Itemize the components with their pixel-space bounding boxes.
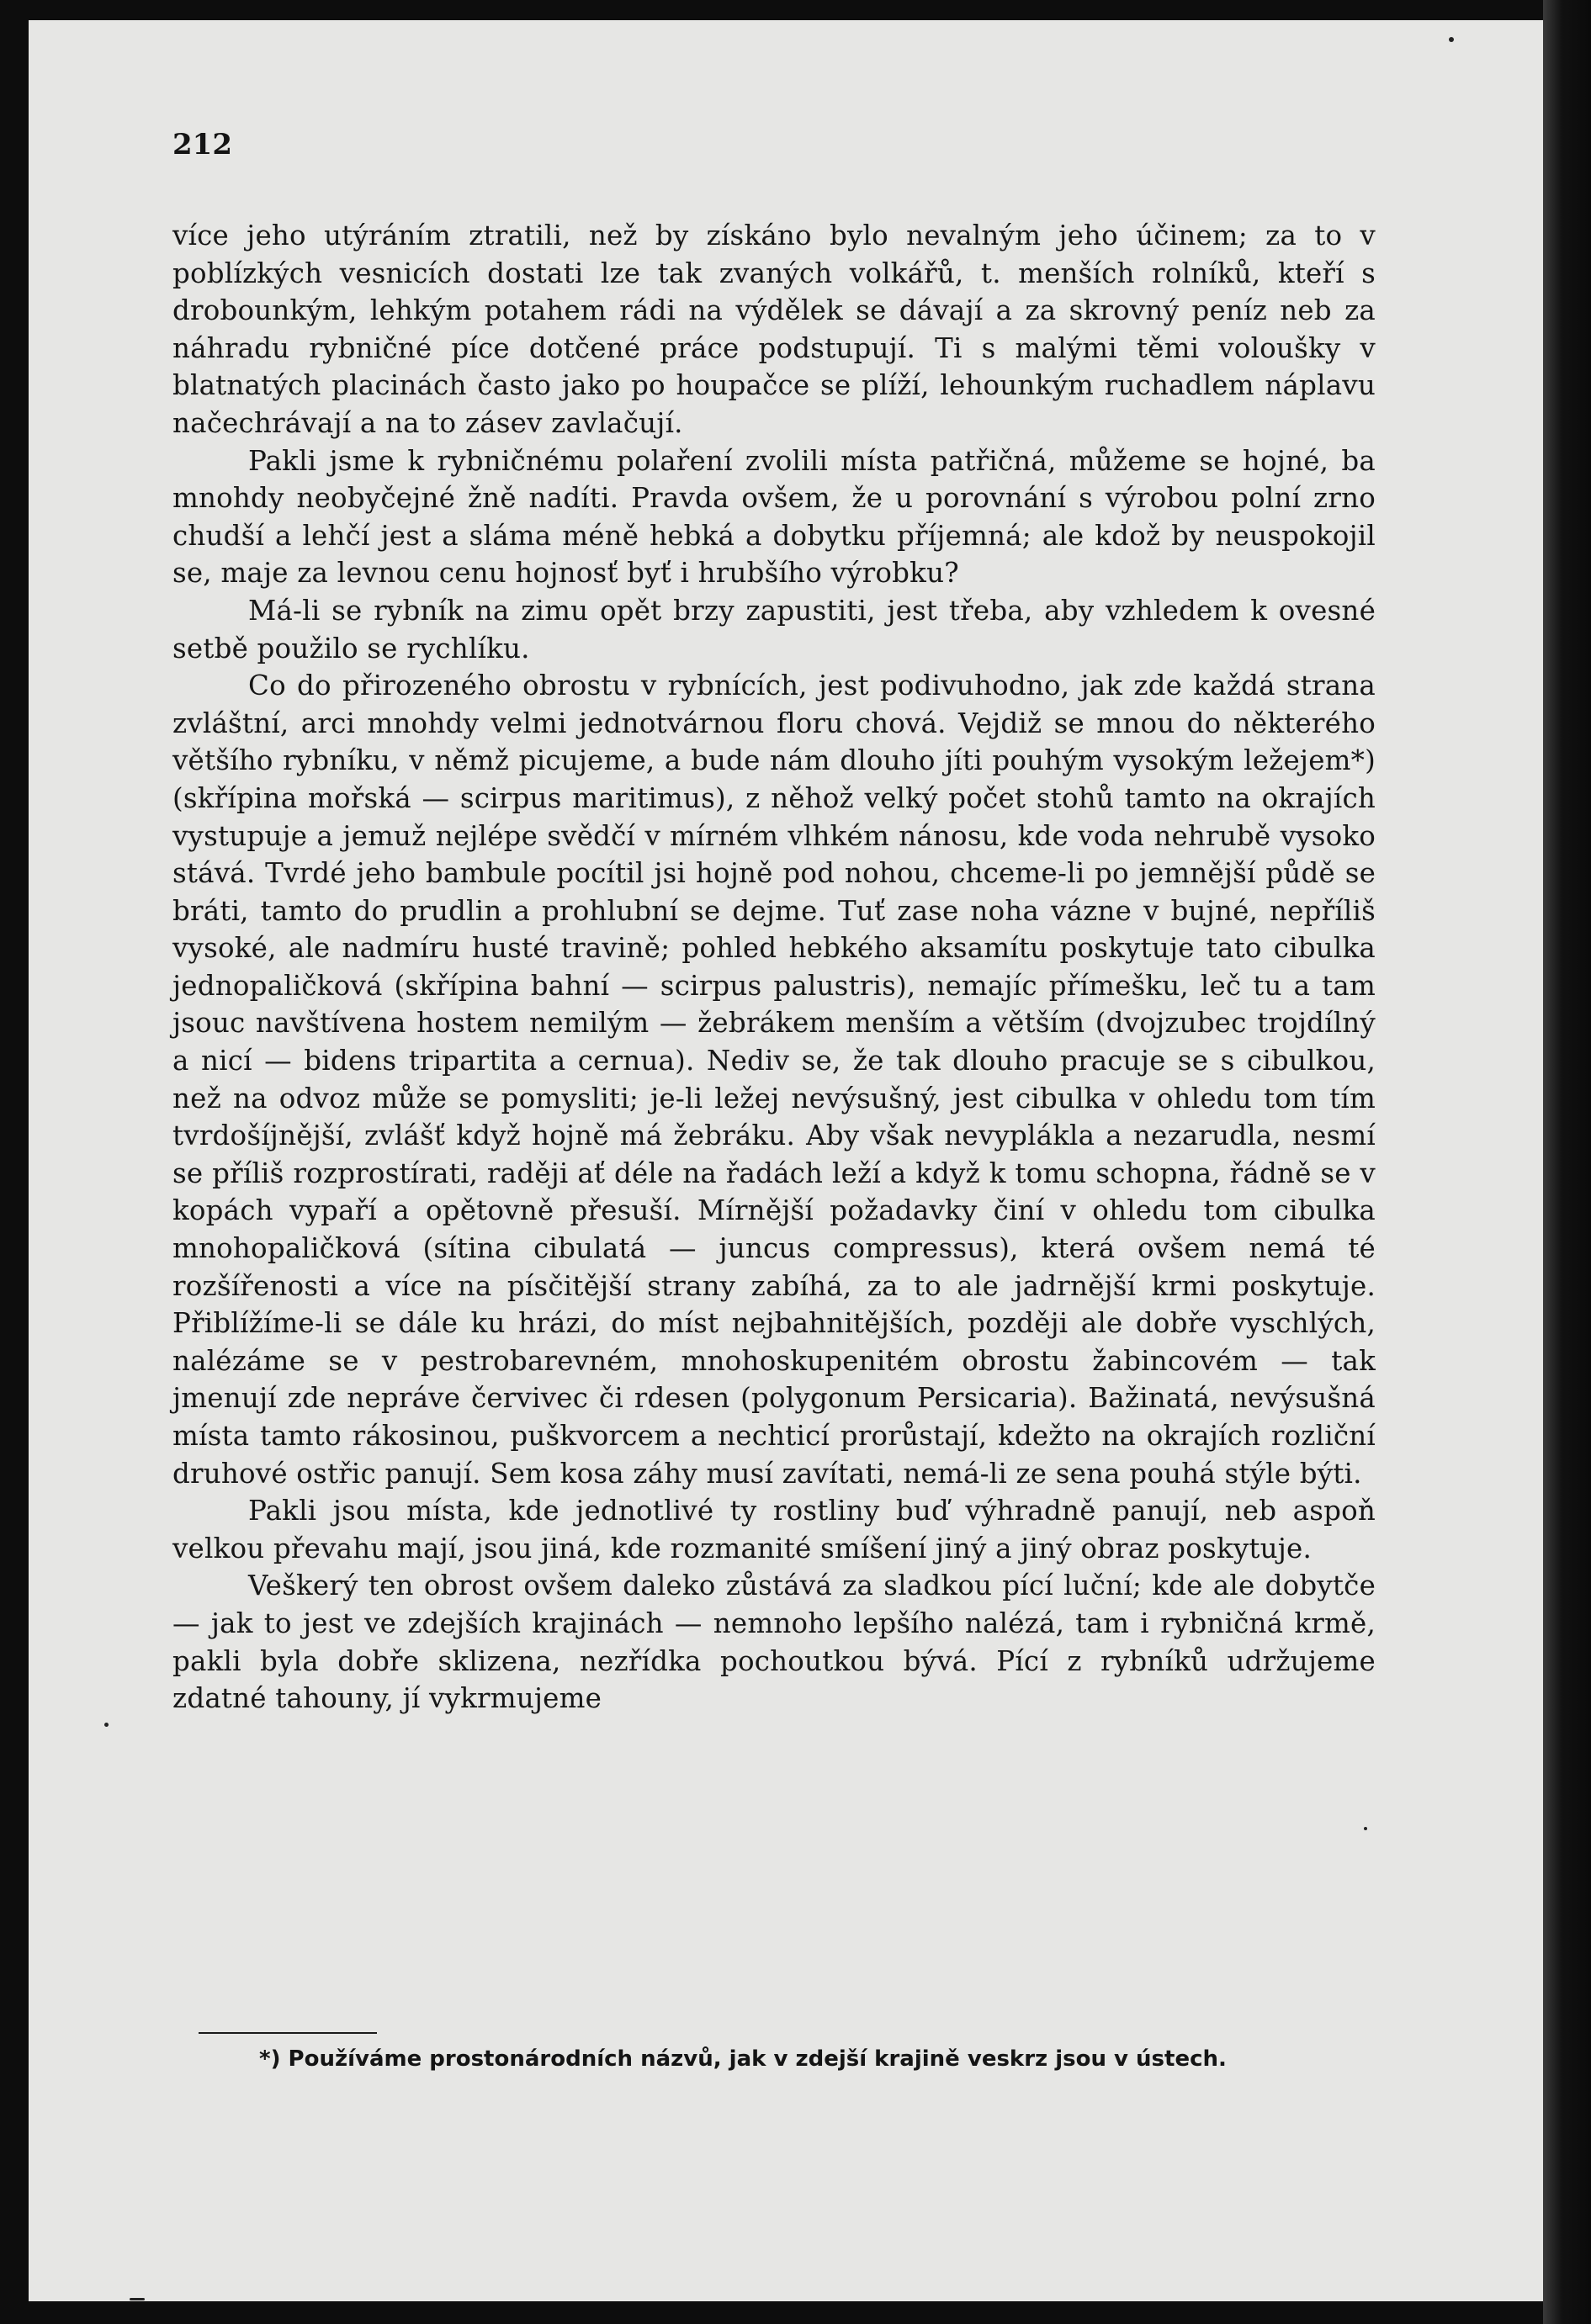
dust-speck: [1364, 1827, 1367, 1830]
footnote: *) Používáme prostonárodních názvů, jak v zdejší krajině veskrz jsou v ústech.: [259, 2046, 1227, 2072]
paragraph: Pakli jsme k rybničnému polaření zvolili místa patřičná, můžeme se hojné, ba mnohdy neobyčejné žně nadíti. Pravda ovšem, že u porovnání s výrobou polní zrno chudší a lehčí jest a sláma méně hebká a dobytku příjemná; ale kdož by neuspokojil se, maje za levnou cenu hojnosť byť i hrubšího výrobku?: [172, 444, 1376, 590]
paragraph: Co do přirozeného obrostu v rybnících, jest podivuhodno, jak zde každá strana zvláštní, arci mnohdy velmi jednotvárnou floru chová. Vejdiž se mnou do některého většího rybníku, v němž picujeme, a bude nám dlouho jíti pouhým vysokým ležejem*) (skřípina mořská — scirpus maritimus), z něhož velký počet stohů tamto na okrajích vystupuje a jemuž nejlépe svědčí v mírném vlhkém nánosu, kde voda nehrubě vysoko stává. Tvrdé jeho bambule pocítil jsi hojně pod nohou, chceme-li po jemnější půdě se bráti, tamto do prudlin a prohlubní se dejme. Tuť zase noha vázne v bujné, nepříliš vysoké, ale nadmíru husté travině; pohled hebkého aksamítu poskytuje tato cibulka jednopaličková (skřípina bahní — scirpus palustris), nemajíc přímešku, leč tu a tam jsouc navštívena hostem nemilým — žebrákem menším a větším (dvojzubec trojdílný a nicí — bidens tripartita a cernua). Nediv se, že tak dlouho pracuje se s cibulkou, než na odvoz může se pomysliti; je-li ležej nevýsušný, jest cibulka v ohledu tom tím tvrdošíjnější, zvlášť když hojně má žebráku. Aby však nevyplákla a nezarudla, nesmí se příliš rozprostírati, raději ať déle na řadách leží a když k tomu schopna, řádně se v kopách vypaří a opětovně přesuší. Mírnější požadavky činí v ohledu tom cibulka mnohopaličková (sítina cibulatá — juncus compressus), která ovšem nemá té rozšířenosti a více na písčitější strany zabíhá, za to ale jadrnější krmi poskytuje. Přiblížíme-li se dále ku hrázi, do míst nejbahnitějších, později ale dobře vyschlých, nalézáme se v pestrobarevném, mnohoskupenitém obrostu žabincovém — tak jmenují zde nepráve červivec či rdesen (polygonum Persicaria). Bažinatá, nevýsušná místa tamto rákosinou, puškvorcem a nechticí prorůstají, kdežto na okrajích rozliční druhové ostřic panují. Sem kosa záhy musí zavítati, nemá-li ze sena pouhá stýle býti.: [172, 670, 1376, 1490]
page-right-edge-shadow: [1543, 0, 1591, 2324]
dust-speck: [1449, 37, 1454, 42]
paragraph: Veškerý ten obrost ovšem daleko zůstává za sladkou pící luční; kde ale dobytče — jak to jest ve zdejších krajinách — nemnoho lepšího nalézá, tam i rybničná krmě, pakli byla dobře sklizena, nezřídka pochoutkou bývá. Pící z rybníků udržujeme zdatné tahouny, jí vykrmujeme: [172, 1570, 1376, 1715]
dust-speck: [130, 2298, 145, 2300]
page-number: 212: [172, 128, 232, 161]
footnote-divider: [199, 2032, 377, 2034]
dust-speck: [104, 1723, 109, 1727]
paragraph: Má-li se rybník na zimu opět brzy zapustiti, jest třeba, aby vzhledem k ovesné setbě použilo se rychlíku.: [172, 594, 1376, 664]
paragraph: více jeho utýráním ztratili, než by získáno bylo nevalným jeho účinem; za to v poblízkých vesnicích dostati lze tak zvaných volkářů, t. menších rolníků, kteří s drobounkým, lehkým potahem rádi na výdělek se dávají a za skrovný peníz neb za náhradu rybničné píce dotčené práce podstupují. Ti s malými těmi voloušky v blatnatých placinách často jako po houpačce se plíží, lehounkým ruchadlem náplavu načechrávají a na to zásev zavlačují.: [172, 220, 1376, 439]
body-text: [172, 217, 1376, 1718]
paragraph: Pakli jsou místa, kde jednotlivé ty rostliny buď výhradně panují, neb aspoň velkou převahu mají, jsou jiná, kde rozmanité smíšení jiný a jiný obraz poskytuje.: [172, 1495, 1376, 1564]
